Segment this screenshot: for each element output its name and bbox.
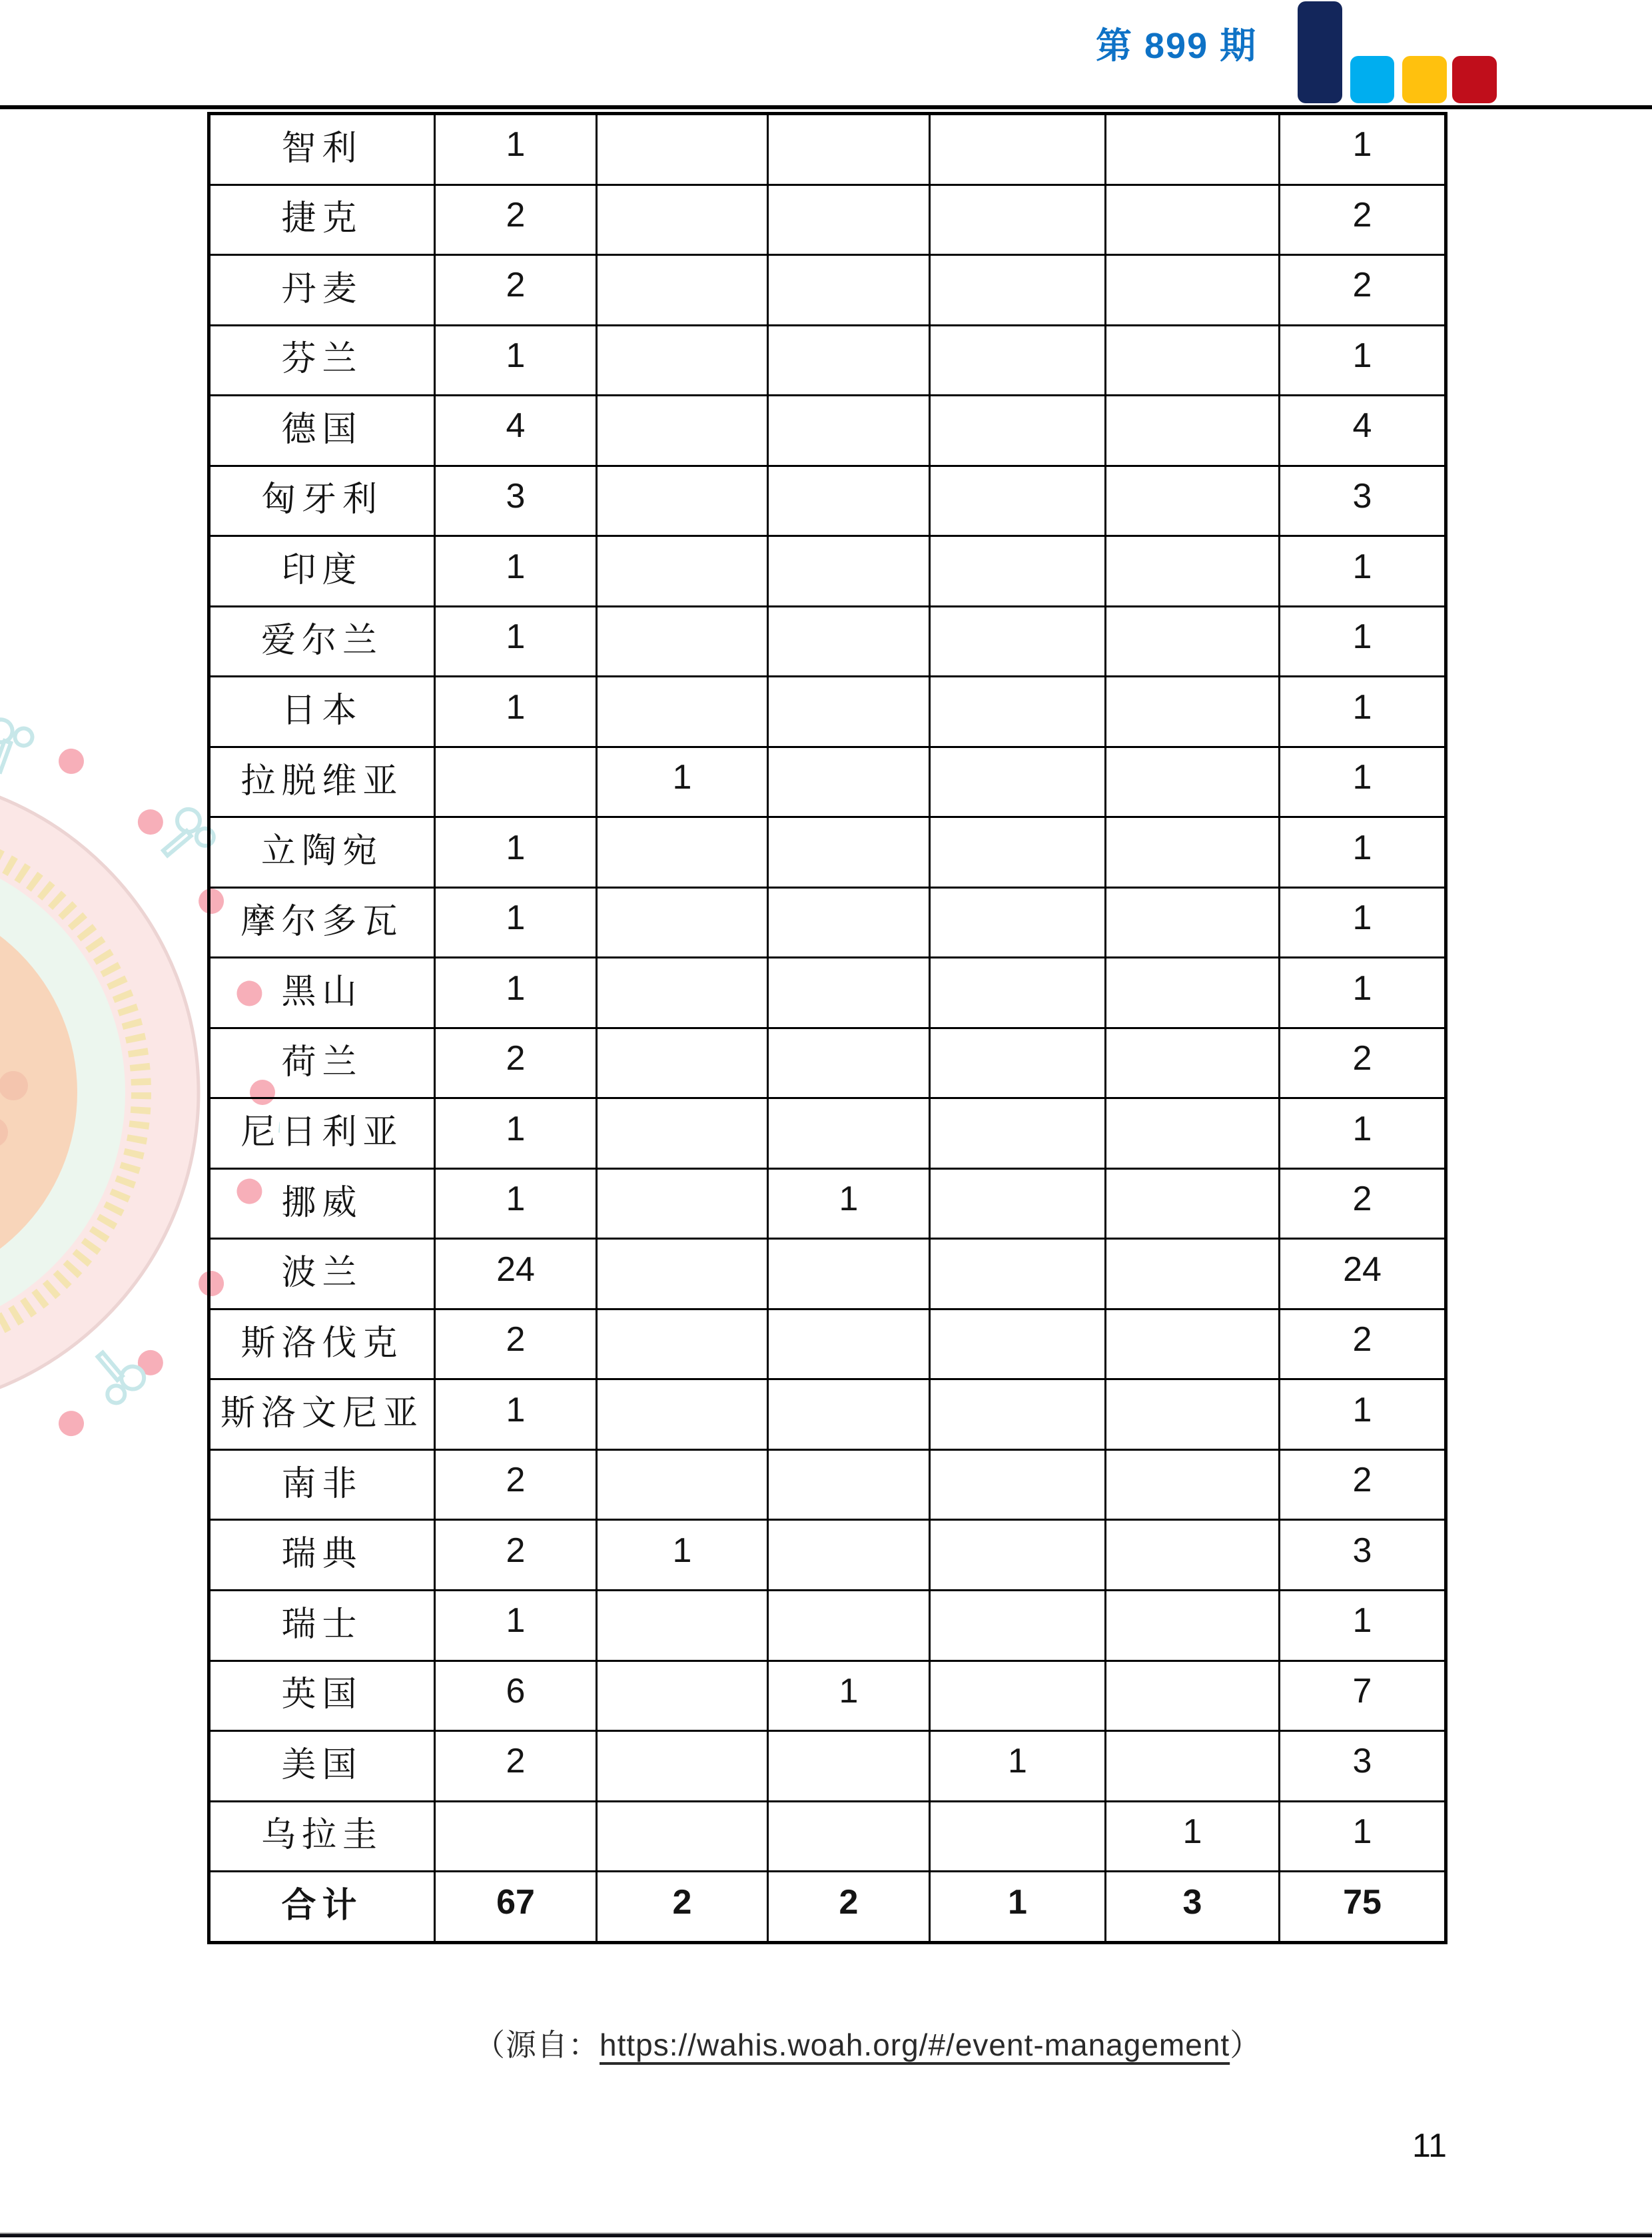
value-cell: 4 bbox=[1280, 396, 1446, 466]
value-cell bbox=[597, 677, 768, 747]
value-cell bbox=[930, 1449, 1106, 1520]
value-cell bbox=[597, 1590, 768, 1661]
value-cell bbox=[1106, 255, 1280, 326]
logo-bar-navy bbox=[1298, 1, 1342, 103]
value-cell: 2 bbox=[435, 1449, 597, 1520]
value-cell bbox=[597, 185, 768, 255]
source-url-link[interactable]: https://wahis.woah.org/#/event-management bbox=[600, 2028, 1230, 2062]
value-cell: 1 bbox=[1280, 1590, 1446, 1661]
table-row bbox=[209, 1239, 1446, 1309]
value-cell: 1 bbox=[1280, 747, 1446, 817]
value-cell bbox=[930, 1098, 1106, 1169]
value-cell bbox=[768, 1801, 930, 1872]
value-cell: 2 bbox=[1280, 185, 1446, 255]
table-row bbox=[209, 958, 1446, 1028]
value-cell bbox=[930, 606, 1106, 677]
value-cell bbox=[930, 1661, 1106, 1731]
value-cell bbox=[597, 1449, 768, 1520]
value-cell: 1 bbox=[1106, 1801, 1280, 1872]
country-cell: 丹麦 bbox=[209, 255, 435, 326]
country-cell: 摩尔多瓦 bbox=[209, 887, 435, 958]
value-cell bbox=[597, 1309, 768, 1379]
value-cell bbox=[1106, 185, 1280, 255]
country-cell: 尼日利亚 bbox=[209, 1098, 435, 1169]
value-cell: 1 bbox=[435, 606, 597, 677]
value-cell: 2 bbox=[435, 1731, 597, 1802]
value-cell: 2 bbox=[597, 1872, 768, 1943]
source-suffix: ） bbox=[1230, 2028, 1262, 2062]
value-cell bbox=[1106, 1168, 1280, 1239]
table-row bbox=[209, 1590, 1446, 1661]
country-cell: 芬兰 bbox=[209, 325, 435, 396]
value-cell bbox=[930, 1379, 1106, 1450]
value-cell: 1 bbox=[435, 1379, 597, 1450]
value-cell bbox=[930, 1801, 1106, 1872]
value-cell bbox=[768, 325, 930, 396]
value-cell bbox=[768, 958, 930, 1028]
value-cell: 1 bbox=[435, 114, 597, 185]
value-cell: 2 bbox=[1280, 1449, 1446, 1520]
country-cell: 匈牙利 bbox=[209, 466, 435, 536]
table-row bbox=[209, 677, 1446, 747]
country-cell: 南非 bbox=[209, 1449, 435, 1520]
value-cell bbox=[1106, 1520, 1280, 1591]
value-cell bbox=[768, 1309, 930, 1379]
value-cell: 1 bbox=[435, 1168, 597, 1239]
value-cell bbox=[930, 255, 1106, 326]
value-cell bbox=[768, 1028, 930, 1098]
value-cell: 2 bbox=[768, 1872, 930, 1943]
value-cell: 2 bbox=[435, 255, 597, 326]
value-cell: 1 bbox=[768, 1661, 930, 1731]
value-cell: 1 bbox=[1280, 114, 1446, 185]
country-cell: 瑞典 bbox=[209, 1520, 435, 1591]
value-cell: 2 bbox=[435, 1520, 597, 1591]
value-cell bbox=[597, 255, 768, 326]
value-cell bbox=[1106, 747, 1280, 817]
value-cell: 2 bbox=[1280, 255, 1446, 326]
value-cell bbox=[1106, 1731, 1280, 1802]
value-cell: 3 bbox=[435, 466, 597, 536]
value-cell bbox=[768, 396, 930, 466]
country-cell: 爱尔兰 bbox=[209, 606, 435, 677]
value-cell bbox=[768, 1449, 930, 1520]
value-cell bbox=[768, 1379, 930, 1450]
value-cell bbox=[768, 185, 930, 255]
value-cell: 2 bbox=[435, 1028, 597, 1098]
table-row bbox=[209, 1449, 1446, 1520]
table-row bbox=[209, 1661, 1446, 1731]
table-row bbox=[209, 1520, 1446, 1591]
logo-bar-red bbox=[1452, 56, 1497, 103]
value-cell bbox=[597, 1098, 768, 1169]
country-cell: 英国 bbox=[209, 1661, 435, 1731]
value-cell: 24 bbox=[435, 1239, 597, 1309]
value-cell bbox=[1106, 1098, 1280, 1169]
page-number: 11 bbox=[1412, 2127, 1447, 2164]
value-cell bbox=[930, 1520, 1106, 1591]
value-cell: 1 bbox=[930, 1872, 1106, 1943]
source-citation bbox=[474, 2021, 1261, 2065]
value-cell bbox=[930, 887, 1106, 958]
value-cell: 1 bbox=[768, 1168, 930, 1239]
value-cell bbox=[1106, 114, 1280, 185]
country-cell: 智利 bbox=[209, 114, 435, 185]
logo-bar-yellow bbox=[1402, 56, 1447, 103]
table-row bbox=[209, 1098, 1446, 1169]
value-cell bbox=[597, 396, 768, 466]
value-cell bbox=[597, 1379, 768, 1450]
value-cell bbox=[930, 1590, 1106, 1661]
table-row bbox=[209, 466, 1446, 536]
country-cell: 立陶宛 bbox=[209, 817, 435, 888]
value-cell bbox=[930, 325, 1106, 396]
country-cell: 荷兰 bbox=[209, 1028, 435, 1098]
table-row bbox=[209, 255, 1446, 326]
value-cell: 4 bbox=[435, 396, 597, 466]
value-cell bbox=[768, 1731, 930, 1802]
value-cell: 7 bbox=[1280, 1661, 1446, 1731]
value-cell: 1 bbox=[1280, 606, 1446, 677]
value-cell bbox=[930, 536, 1106, 607]
value-cell bbox=[597, 1731, 768, 1802]
value-cell: 1 bbox=[1280, 325, 1446, 396]
value-cell bbox=[768, 1520, 930, 1591]
value-cell: 1 bbox=[1280, 1098, 1446, 1169]
value-cell: 1 bbox=[1280, 677, 1446, 747]
value-cell bbox=[768, 536, 930, 607]
table-row bbox=[209, 325, 1446, 396]
outbreak-count-table bbox=[207, 112, 1447, 1944]
value-cell: 1 bbox=[1280, 887, 1446, 958]
country-cell: 波兰 bbox=[209, 1239, 435, 1309]
value-cell bbox=[930, 396, 1106, 466]
value-cell bbox=[597, 958, 768, 1028]
table-row bbox=[209, 1379, 1446, 1450]
value-cell bbox=[435, 1801, 597, 1872]
value-cell bbox=[597, 817, 768, 888]
value-cell bbox=[768, 887, 930, 958]
value-cell: 1 bbox=[435, 325, 597, 396]
value-cell: 2 bbox=[1280, 1309, 1446, 1379]
value-cell bbox=[768, 114, 930, 185]
value-cell bbox=[930, 747, 1106, 817]
value-cell bbox=[435, 747, 597, 817]
value-cell bbox=[1106, 396, 1280, 466]
issue-number-label: 第 899 期 bbox=[1096, 26, 1258, 66]
value-cell bbox=[1106, 677, 1280, 747]
table-row bbox=[209, 817, 1446, 888]
value-cell bbox=[768, 1590, 930, 1661]
country-cell: 斯洛文尼亚 bbox=[209, 1379, 435, 1450]
value-cell bbox=[597, 1801, 768, 1872]
logo-bar-blue bbox=[1350, 56, 1394, 103]
table-row bbox=[209, 185, 1446, 255]
country-cell: 黑山 bbox=[209, 958, 435, 1028]
table-row bbox=[209, 887, 1446, 958]
value-cell: 1 bbox=[597, 1520, 768, 1591]
country-cell: 捷克 bbox=[209, 185, 435, 255]
value-cell: 6 bbox=[435, 1661, 597, 1731]
value-cell: 2 bbox=[435, 185, 597, 255]
value-cell bbox=[1106, 325, 1280, 396]
value-cell bbox=[597, 325, 768, 396]
country-cell: 日本 bbox=[209, 677, 435, 747]
value-cell bbox=[768, 1239, 930, 1309]
country-cell: 挪威 bbox=[209, 1168, 435, 1239]
value-cell bbox=[768, 677, 930, 747]
value-cell: 1 bbox=[1280, 1379, 1446, 1450]
table-row bbox=[209, 1801, 1446, 1872]
value-cell: 3 bbox=[1106, 1872, 1280, 1943]
value-cell bbox=[1106, 1309, 1280, 1379]
value-cell: 1 bbox=[1280, 536, 1446, 607]
table-row bbox=[209, 747, 1446, 817]
value-cell bbox=[930, 958, 1106, 1028]
value-cell: 67 bbox=[435, 1872, 597, 1943]
value-cell: 1 bbox=[435, 887, 597, 958]
value-cell bbox=[1106, 536, 1280, 607]
value-cell bbox=[597, 466, 768, 536]
value-cell bbox=[930, 817, 1106, 888]
value-cell: 1 bbox=[435, 677, 597, 747]
value-cell bbox=[597, 1168, 768, 1239]
table-row bbox=[209, 1028, 1446, 1098]
value-cell: 1 bbox=[930, 1731, 1106, 1802]
value-cell bbox=[1106, 958, 1280, 1028]
value-cell bbox=[597, 606, 768, 677]
value-cell bbox=[1106, 1379, 1280, 1450]
value-cell bbox=[1106, 466, 1280, 536]
table-total-row bbox=[209, 1872, 1446, 1943]
value-cell bbox=[930, 185, 1106, 255]
country-cell: 美国 bbox=[209, 1731, 435, 1802]
value-cell bbox=[768, 466, 930, 536]
value-cell bbox=[930, 677, 1106, 747]
value-cell: 1 bbox=[435, 817, 597, 888]
source-prefix: （源自： bbox=[474, 2028, 600, 2062]
value-cell bbox=[597, 1661, 768, 1731]
table-row bbox=[209, 1309, 1446, 1379]
header-rule bbox=[0, 105, 1652, 109]
value-cell bbox=[1106, 817, 1280, 888]
value-cell: 24 bbox=[1280, 1239, 1446, 1309]
value-cell: 75 bbox=[1280, 1872, 1446, 1943]
value-cell: 1 bbox=[435, 1098, 597, 1169]
value-cell: 1 bbox=[435, 536, 597, 607]
country-cell: 瑞士 bbox=[209, 1590, 435, 1661]
value-cell bbox=[930, 1028, 1106, 1098]
value-cell: 1 bbox=[1280, 1801, 1446, 1872]
country-cell: 乌拉圭 bbox=[209, 1801, 435, 1872]
value-cell bbox=[1106, 887, 1280, 958]
value-cell bbox=[768, 255, 930, 326]
table-row bbox=[209, 114, 1446, 185]
value-cell bbox=[768, 1098, 930, 1169]
table-row bbox=[209, 1168, 1446, 1239]
value-cell: 3 bbox=[1280, 1520, 1446, 1591]
value-cell bbox=[768, 747, 930, 817]
value-cell bbox=[930, 1309, 1106, 1379]
value-cell bbox=[768, 817, 930, 888]
value-cell bbox=[1106, 1590, 1280, 1661]
value-cell: 1 bbox=[435, 958, 597, 1028]
value-cell: 1 bbox=[435, 1590, 597, 1661]
value-cell bbox=[1106, 1028, 1280, 1098]
value-cell bbox=[930, 1239, 1106, 1309]
value-cell: 3 bbox=[1280, 466, 1446, 536]
value-cell bbox=[597, 114, 768, 185]
country-cell: 斯洛伐克 bbox=[209, 1309, 435, 1379]
country-cell: 印度 bbox=[209, 536, 435, 607]
value-cell bbox=[597, 887, 768, 958]
value-cell: 2 bbox=[1280, 1168, 1446, 1239]
value-cell bbox=[1106, 1239, 1280, 1309]
value-cell bbox=[768, 606, 930, 677]
value-cell bbox=[597, 1239, 768, 1309]
country-cell: 合计 bbox=[209, 1872, 435, 1943]
value-cell bbox=[930, 1168, 1106, 1239]
value-cell: 1 bbox=[597, 747, 768, 817]
value-cell: 2 bbox=[1280, 1028, 1446, 1098]
value-cell bbox=[1106, 606, 1280, 677]
value-cell: 3 bbox=[1280, 1731, 1446, 1802]
table-row bbox=[209, 606, 1446, 677]
value-cell bbox=[1106, 1661, 1280, 1731]
value-cell: 1 bbox=[1280, 817, 1446, 888]
value-cell: 2 bbox=[435, 1309, 597, 1379]
value-cell: 1 bbox=[1280, 958, 1446, 1028]
value-cell bbox=[1106, 1449, 1280, 1520]
table-row bbox=[209, 396, 1446, 466]
table-row bbox=[209, 536, 1446, 607]
country-cell: 拉脱维亚 bbox=[209, 747, 435, 817]
value-cell bbox=[597, 536, 768, 607]
value-cell bbox=[930, 114, 1106, 185]
value-cell bbox=[930, 466, 1106, 536]
country-cell: 德国 bbox=[209, 396, 435, 466]
table-row bbox=[209, 1731, 1446, 1802]
value-cell bbox=[597, 1028, 768, 1098]
events-table-body bbox=[209, 114, 1446, 1943]
footer-rule bbox=[0, 2233, 1652, 2237]
